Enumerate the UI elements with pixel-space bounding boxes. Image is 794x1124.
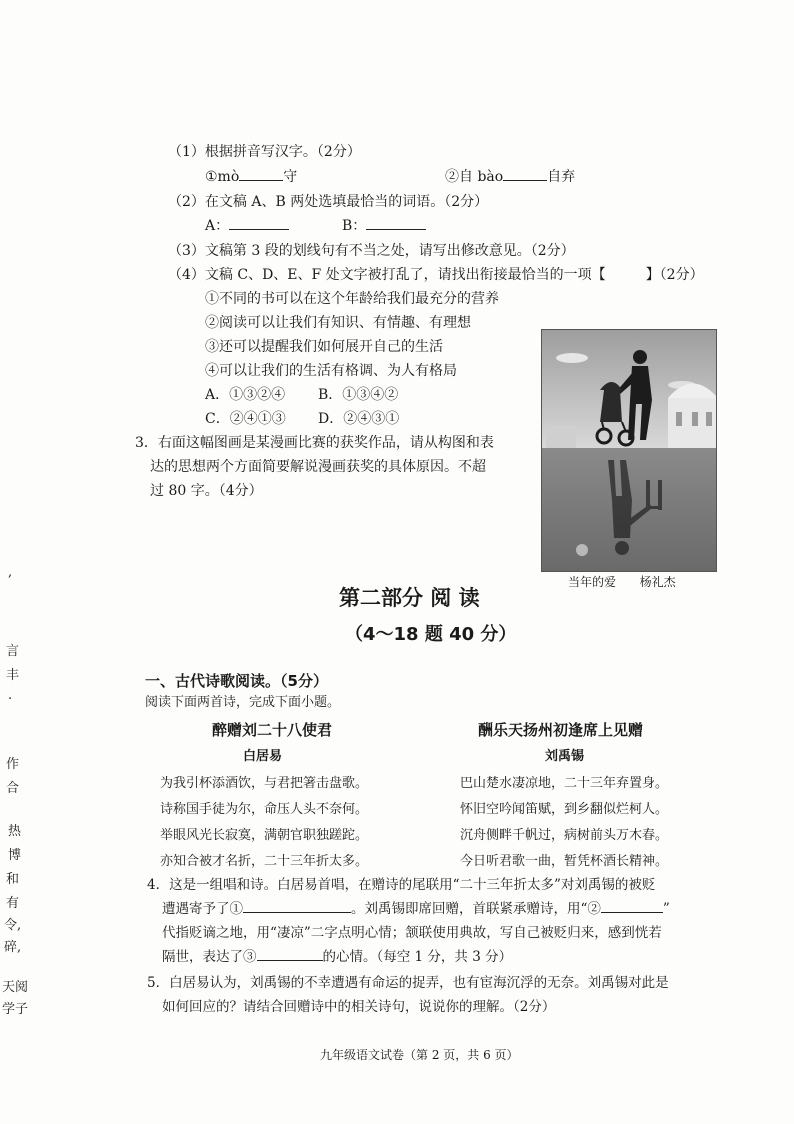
q4-line-2-mid: 。刘禹锡即席回赠，首联紧承赠诗，用“②: [351, 901, 601, 917]
answer-blank[interactable]: [601, 900, 663, 913]
q4-option-4: ④可以让我们的生活有格调、为人有格局: [205, 363, 457, 379]
margin-note: ,: [8, 565, 13, 580]
poem2-line-2: 怀旧空吟闻笛赋，到乡翻似烂柯人。: [460, 802, 669, 817]
q4-line-4: [162, 947, 512, 967]
cartoon-drawing: [542, 330, 716, 571]
q1-item1: [205, 167, 297, 187]
q5-line-1: 5．白居易认为，刘禹锡的不幸遭遇有命运的捉弄，也有宦海沉浮的无奈。刘禹锡对此是: [147, 975, 669, 991]
margin-note: 和: [6, 872, 20, 887]
answer-blank[interactable]: [503, 168, 547, 181]
margin-note: 合: [6, 781, 20, 796]
q4-option-2: ②阅读可以让我们有知识、有情趣、有理想: [205, 315, 471, 331]
q3-sub-title: （3）文稿第 3 段的划线句有不当之处，请写出修改意见。（2分）: [168, 243, 575, 259]
poem2-author: 刘禹锡: [545, 749, 585, 764]
q4-line-1: 4．这是一组唱和诗。白居易首唱，在赠诗的尾联用“二十三年折太多”对刘禹锡的被贬: [147, 877, 656, 893]
margin-note: .: [8, 688, 13, 703]
q1-item1-label: ①mò: [205, 169, 240, 185]
poem2-line-1: 巴山楚水凄凉地，二十三年弃置身。: [460, 776, 669, 791]
margin-note: 天阅: [2, 980, 29, 995]
q4-title-pre: （4）文稿 C、D、E、F 处文字被打乱了，请找出衔接最恰当的一项【: [168, 267, 606, 283]
q2-title: （2）在文稿 A、B 两处选填最恰当的词语。（2分）: [168, 194, 489, 210]
poem1-line-3: 举眼风光长寂寞，满朝官职独蹉跎。: [160, 828, 369, 843]
q4-line-4-pre: 隔世，表达了③: [162, 949, 257, 965]
q4-title-post: 】（2分）: [645, 267, 704, 283]
margin-note: 热: [8, 824, 22, 839]
q2-a: [205, 216, 289, 236]
q1-item2-after: 自弃: [547, 169, 576, 185]
section1-instruction: 阅读下面两首诗，完成下面小题。: [145, 695, 341, 710]
margin-note: 碎,: [4, 940, 22, 955]
poem2-line-3: 沉舟侧畔千帆过，病树前头万木春。: [460, 828, 669, 843]
poem1-line-2: 诗称国手徒为尔，命压人头不奈何。: [160, 802, 369, 817]
q4-line-4-post: 的心情。（每空 1 分，共 3 分）: [322, 949, 513, 965]
q1-item2-label: ②自 bào: [445, 169, 504, 185]
q4-choice-c: C．②④①③: [205, 411, 286, 427]
q3-line-3: 过 80 字。（4分）: [150, 483, 263, 499]
q4-sub-title: [168, 265, 704, 285]
answer-blank[interactable]: [229, 217, 289, 230]
q2-a-label: A：: [205, 218, 230, 234]
q2-b-label: B：: [342, 218, 367, 234]
section1-title: 一、古代诗歌阅读。（5分）: [145, 672, 328, 690]
part2-subtitle: （4～18 题 40 分）: [345, 624, 517, 645]
q4-choice-d: D．②④③①: [318, 411, 400, 427]
poem1-author: 白居易: [243, 749, 283, 764]
margin-note: 丰: [6, 668, 20, 683]
answer-blank[interactable]: [366, 217, 426, 230]
margin-note: 言: [6, 644, 20, 659]
cartoon-caption: [568, 573, 676, 590]
q1-title: （1）根据拼音写汉字。（2分）: [168, 144, 361, 160]
margin-note: 有: [6, 896, 20, 911]
answer-blank[interactable]: [257, 948, 323, 961]
margin-note: 博: [8, 848, 22, 863]
margin-note: 令,: [4, 918, 22, 933]
poem1-line-1: 为我引杯添酒饮，与君把箸击盘歌。: [160, 776, 369, 791]
q4-option-1: ①不同的书可以在这个年龄给我们最充分的营养: [205, 291, 499, 307]
q4-choice-a: A．①③②④: [205, 387, 286, 403]
poem1-line-4: 亦知合被才名折，二十三年折太多。: [160, 854, 369, 869]
poem1-title: 醉赠刘二十八使君: [212, 721, 333, 739]
q3-line-1: 3．右面这幅图画是某漫画比赛的获奖作品，请从构图和表: [135, 435, 494, 451]
q4-line-3: 代指贬谪之地，用“凄凉”二字点明心情；颔联使用典故，写自己被贬归来，感到恍若: [162, 925, 662, 941]
q5-line-2: 如何回应的？请结合回赠诗中的相关诗句，说说你的理解。（2分）: [162, 999, 556, 1015]
margin-note: 作: [6, 757, 20, 772]
q1-item1-after: 守: [283, 169, 298, 185]
q3-line-2: 达的思想两个方面简要解说漫画获奖的具体原因。不超: [150, 459, 486, 475]
answer-blank[interactable]: [243, 900, 351, 913]
q4-choice-b: B．①③④②: [318, 387, 399, 403]
cartoon-title: 当年的爱: [568, 575, 617, 589]
q1-item2: [445, 167, 575, 187]
part2-title: 第二部分 阅 读: [339, 586, 480, 610]
margin-note: 学子: [2, 1002, 29, 1017]
cartoon-illustration: [541, 329, 717, 572]
poem2-title: 酬乐天扬州初逢席上见赠: [478, 721, 644, 739]
q4-option-3: ③还可以提醒我们如何展开自己的生活: [205, 339, 443, 355]
cartoon-author: 杨礼杰: [639, 575, 676, 589]
q4-line-2-pre: 遭遇寄予了①: [162, 901, 243, 917]
answer-blank[interactable]: [239, 168, 283, 181]
page-footer: 九年级语文试卷（第 2 页，共 6 页）: [320, 1048, 519, 1062]
q4-line-2: [162, 899, 670, 919]
q2-b: [342, 216, 426, 236]
q4-line-2-end: ”: [662, 901, 670, 917]
poem2-line-4: 今日听君歌一曲，暂凭杯酒长精神。: [460, 854, 669, 869]
